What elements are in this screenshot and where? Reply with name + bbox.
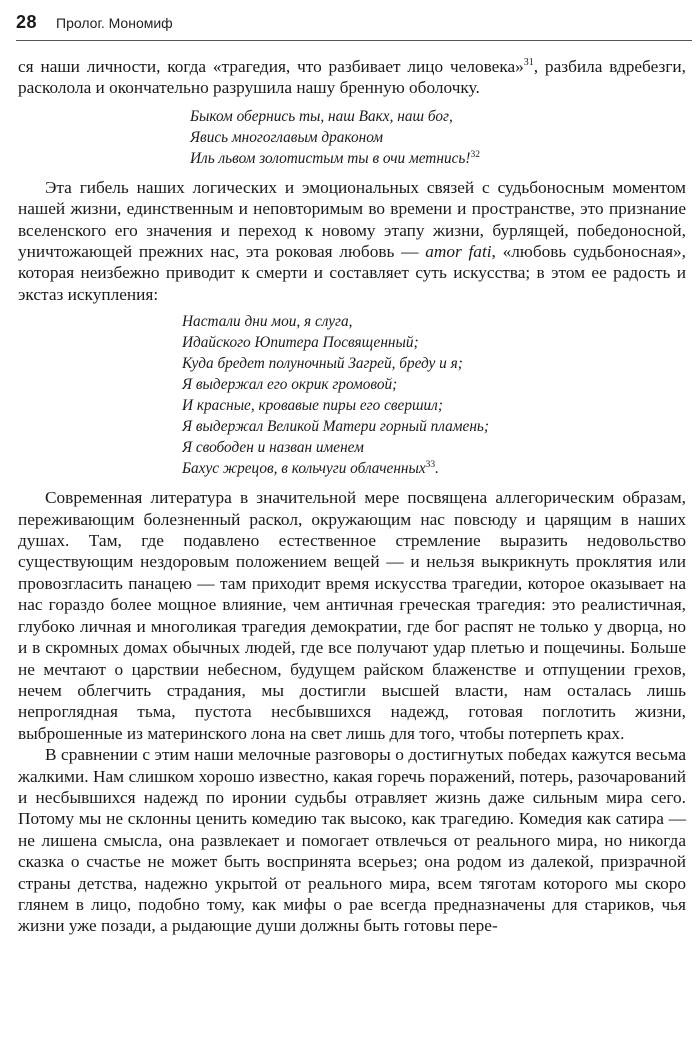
footnote-marker[interactable]: 31 [523, 57, 534, 69]
verse-line: Явись многоглавым драконом [190, 128, 384, 146]
verse-line: Я выдержал Великой Матери горный пламень; [182, 418, 489, 436]
footnote-marker[interactable]: 32 [470, 149, 480, 160]
latin-phrase: amor fati [425, 242, 492, 262]
verse-line: Куда бредет полуночный Загрей, бреду и я; [182, 355, 463, 373]
verse-line [190, 148, 686, 169]
paragraph [18, 177, 686, 305]
verse-line: Идайского Юпитера Посвященный; [182, 334, 419, 352]
verse-line: Быком обернись ты, наш Вакх, наш бог, [190, 107, 453, 125]
paragraph-text: , «любовь судьбоносная», которая неизбежно приводит к смерти и составляет суть искусства; в этом ее радость и экстаз искупления: [18, 242, 686, 304]
footnote-marker[interactable]: 33 [425, 460, 436, 471]
running-title: Пролог. Мономиф [56, 15, 173, 31]
verse-line: Я выдержал его окрик громовой; [182, 376, 398, 394]
verse-quote [190, 106, 686, 169]
verse-line-text: Иль львом золотистым ты в очи метнись! [190, 149, 471, 167]
page-number: 28 [16, 12, 38, 32]
verse-line [182, 458, 686, 479]
verse-quote [182, 311, 686, 479]
verse-line: Я свободен и назван именем [182, 439, 364, 457]
paragraph-continued [18, 56, 686, 99]
paragraph: В сравнении с этим наши мелочные разговоры о достигнутых победах кажутся весьма жалкими. Нам слишком хорошо известно, какая горечь поражений, потерь, разочарований и несбывшихся надежд по иронии судьбы отравляет жизнь даже сильным мира сего. Потому мы не склонны ценить комедию так высоко, как трагедию. Комедия как сатира — не лишена смысла, она развлекает и помогает отвлечься от реального мира, но никогда сказка о счастье не может быть воспринята всерьез; она родом из далекой, призрачной страны детства, надежно укрытой от реального мира, всем тяготам которого мы скоро глянем в лицо, подобно тому, как мифы о рае всегда предназначены для стариков, чья жизни уже позади, а рыдающие души должны быть готовы пере- [18, 745, 686, 936]
page-body [18, 56, 686, 937]
paragraph-text: , разбила вдребезги, расколола и окончательно разрушила нашу бренную оболочку. [18, 57, 686, 98]
verse-line-text: Бахус жрецов, в кольчуги облаченных [182, 460, 426, 478]
paragraph: Современная литература в значительной мере посвящена аллегорическим образам, переживающим болезненный раскол, окружающим нас повсюду и царящим в наших душах. Там, где подавлено естественное стремление выразить недовольство существующим нездоровым положением вещей — и нельзя выкрикнуть проклятия или провозгласить панацею — там приходит время искусства трагедии, которое оказывает на нас гораздо более мощное влияние, чем античная греческая трагедия: это реалистичная, глубоко личная и многоликая трагедия демократии, где бог распят не только у дворца, но и в скромных домах обычных людей, где все получают удар плетью и пощечины. Больше не мечтают о царствии небесном, будущем райском блаженстве и отпущении грехов, нечем облегчить страдания, мы достигли высшей власти, нам осталась лишь непроглядная тьма, пустота несбывшихся надежд, готовая поглотить жизни, выброшенные из материнского лона на свет лишь для того, чтобы потерпеть крах. [18, 488, 686, 743]
page-header [16, 6, 692, 41]
paragraph-text: ся наши личности, когда «трагедия, что разбивает лицо человека» [18, 57, 524, 76]
verse-line: Настали дни мои, я слуга, [182, 313, 353, 331]
verse-line: И красные, кровавые пиры его свершил; [182, 397, 443, 415]
paragraph-text: Эта гибель наших логических и эмоциональных связей с судьбоносным моментом нашей жизни, единственным и неповторимым во времени и пространстве, это признание вселенского его значения и переход к новому этапу жизни, бурлящей, победоносной, уничтожающей прежних нас, эта роковая любовь — [18, 177, 686, 262]
verse-end-punct: . [435, 460, 439, 478]
